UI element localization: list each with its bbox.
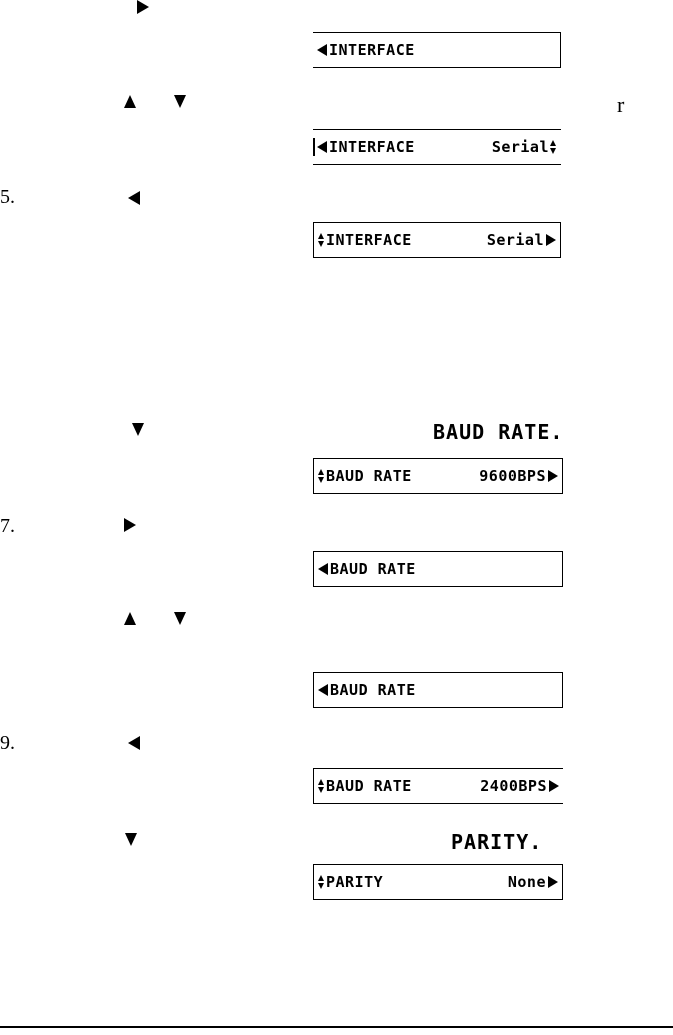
step-number: 5. <box>0 186 15 208</box>
lcd-right-text: 9600BPS <box>479 467 546 485</box>
down-arrow-icon <box>132 423 144 436</box>
lcd-display-interface-set <box>313 222 561 258</box>
left-arrow-icon <box>128 191 140 205</box>
step-number: 9. <box>0 732 15 754</box>
lcd-left-text: INTERFACE <box>329 41 415 59</box>
down-arrow-icon <box>125 833 137 846</box>
left-arrow-icon <box>318 684 328 696</box>
lcd-left-text: INTERFACE <box>326 231 412 249</box>
lcd-display-parity <box>313 864 563 900</box>
footer-rule <box>0 1026 673 1028</box>
right-arrow-icon <box>548 470 558 482</box>
lcd-left-text: BAUD RATE <box>330 560 416 578</box>
lcd-display-interface-edit <box>313 32 561 68</box>
lcd-right-text: None <box>507 873 546 891</box>
up-down-arrow-icon <box>550 140 557 154</box>
left-arrow-icon <box>318 563 328 575</box>
lcd-display-baud-rate-current <box>313 458 563 494</box>
up-down-arrow-icon <box>318 875 325 889</box>
lcd-display-baud-rate-select <box>313 672 563 708</box>
lcd-left-text: BAUD RATE <box>330 681 416 699</box>
step-number: 7. <box>0 515 15 537</box>
right-arrow-icon <box>137 0 149 14</box>
setting-name-parity: PARITY. <box>451 830 543 854</box>
lcd-right-text: Serial <box>486 231 544 249</box>
lcd-right-text: Serial <box>491 138 549 156</box>
cursor-bar <box>313 138 315 156</box>
lcd-left-text: BAUD RATE <box>326 467 412 485</box>
right-arrow-icon <box>546 234 556 246</box>
right-arrow-icon <box>548 876 558 888</box>
right-arrow-icon <box>124 518 136 532</box>
up-down-arrow-icon <box>318 233 325 247</box>
left-arrow-icon <box>128 736 140 750</box>
stray-letter: r <box>617 92 625 117</box>
down-arrow-icon <box>174 95 186 108</box>
left-arrow-icon <box>317 141 327 153</box>
lcd-right-text: 2400BPS <box>480 777 547 795</box>
up-arrow-icon <box>124 95 136 108</box>
lcd-left-text: INTERFACE <box>329 138 415 156</box>
lcd-display-baud-rate-set <box>313 768 563 804</box>
down-arrow-icon <box>174 612 186 625</box>
lcd-left-text: BAUD RATE <box>326 777 412 795</box>
up-down-arrow-icon <box>318 779 325 793</box>
up-down-arrow-icon <box>318 469 325 483</box>
lcd-display-interface-select <box>313 129 561 165</box>
right-arrow-icon <box>549 780 559 792</box>
setting-name-baud-rate: BAUD RATE. <box>433 420 564 444</box>
up-arrow-icon <box>124 612 136 625</box>
lcd-display-baud-rate-edit <box>313 551 563 587</box>
lcd-left-text: PARITY <box>326 873 384 891</box>
left-arrow-icon <box>317 44 327 56</box>
